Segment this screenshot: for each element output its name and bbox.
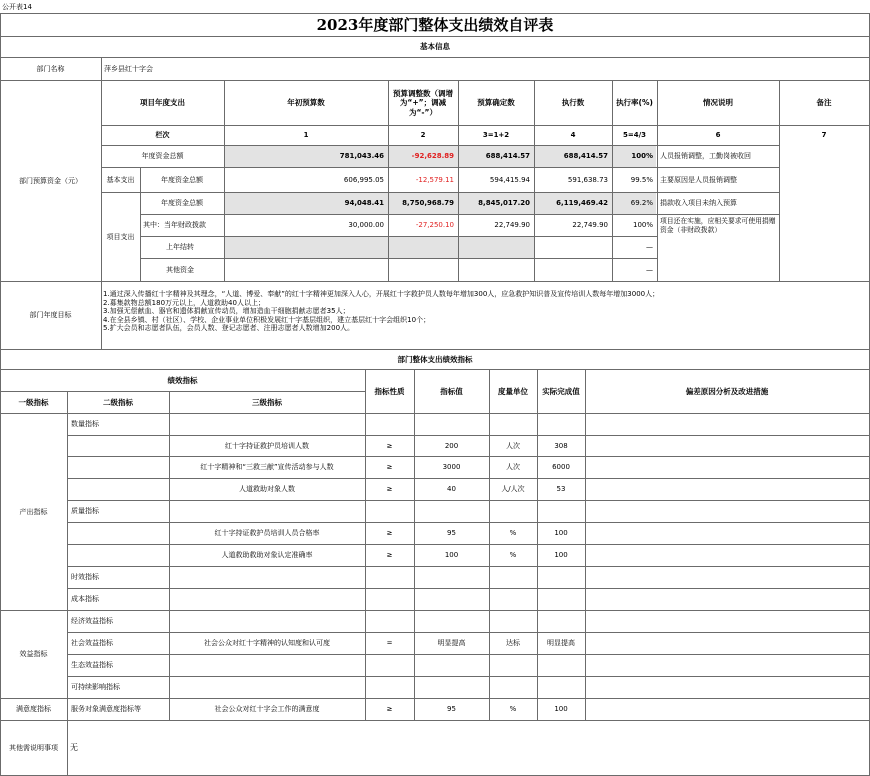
indicator-nature (365, 589, 414, 610)
project-total-initial: 94,048.41 (344, 199, 384, 208)
project-fiscal-rate: 100% (632, 221, 653, 230)
level3-indicator: 社会公众对红十字会工作的满意度 (214, 705, 320, 714)
col-index-5: 5=4/3 (622, 131, 647, 140)
indicator-value (414, 501, 489, 522)
indicator-value: 100 (444, 551, 459, 560)
indicator-value (414, 655, 489, 676)
col-exec: 执行数 (561, 98, 585, 108)
carryover-label: 上年结转 (166, 243, 194, 252)
level2-indicator (67, 545, 169, 566)
indicator-actual: 53 (556, 485, 566, 494)
level3-indicator: 社会公众对红十字精神的认知度和认可度 (204, 639, 330, 648)
other-funds-label: 其他资金 (166, 265, 194, 274)
indicator-nature: ≥ (386, 529, 393, 538)
dept-name-value: 萍乡县红十字会 (104, 64, 153, 73)
perf-actual-header: 实际完成值 (542, 386, 580, 396)
indicator-value: 3000 (442, 463, 461, 472)
perf-analysis-header: 偏差原因分析及改进措施 (685, 386, 769, 396)
col-explain: 情况说明 (703, 98, 733, 108)
carryover-rate: — (646, 243, 653, 252)
total-exec: 688,414.57 (563, 152, 608, 161)
total-adjust: -92,628.89 (411, 152, 454, 161)
perf-nature-header: 指标性质 (374, 386, 405, 396)
budget-funds-label: 部门预算资金（元） (19, 176, 82, 185)
annual-goal-line: 1.通过深入传播红十字精神及其理念，“人道、博爱、奉献”的红十字精神更加深入人心，开展红十字救护员人数每年增加300人，应急救护知识普及宣传培训人数每年增加3000人； (103, 290, 660, 298)
indicator-unit (489, 611, 537, 632)
output-indicators-label: 产出指标 (19, 507, 48, 516)
perf-indicators-header: 绩效指标 (167, 375, 198, 385)
indicator-value (414, 567, 489, 588)
col-index-6: 6 (715, 131, 721, 140)
indicator-unit: 人次 (506, 463, 520, 472)
indicator-unit: % (509, 551, 517, 560)
project-fiscal-final: 22,749.90 (494, 221, 530, 230)
level3-indicator (169, 589, 365, 610)
col-adjust: 预算调整数（调增为“+”；调减为“-”） (393, 88, 453, 117)
level2-indicator: 服务对象满意度指标等 (71, 705, 141, 714)
indicator-unit (489, 677, 537, 698)
section-perf-indicators: 部门整体支出绩效指标 (397, 354, 473, 364)
other-notes-label: 其他需说明事项 (9, 743, 58, 752)
col-final: 预算确定数 (477, 98, 515, 108)
annual-goal-line: 3.加强无偿献血、器官和遗体捐献宣传动员，增加造血干细胞捐献志愿者35人； (103, 307, 350, 316)
col-index-3: 3=1+2 (482, 131, 510, 140)
indicator-value: 95 (447, 705, 456, 714)
level2-indicator: 数量指标 (71, 420, 99, 429)
perf-level2-header: 二级指标 (103, 397, 133, 407)
indicator-actual (537, 501, 585, 522)
indicator-value (414, 589, 489, 610)
indicator-unit (489, 589, 537, 610)
annual-goal-label: 部门年度目标 (29, 311, 72, 320)
project-fiscal-initial: 30,000.00 (348, 221, 384, 230)
effect-indicators-label: 效益指标 (19, 650, 48, 659)
indicator-value: 95 (447, 529, 456, 538)
level3-indicator (169, 567, 365, 588)
level3-indicator: 红十字精神和“三救三献”宣传活动参与人数 (200, 463, 334, 472)
level3-indicator: 人道救助对象人数 (239, 485, 295, 494)
level2-indicator (67, 479, 169, 500)
project-fiscal-adjust: -27,250.10 (415, 221, 454, 230)
level3-indicator: 红十字持证救护员培训人数 (225, 441, 309, 450)
level3-indicator (169, 501, 365, 522)
level3-indicator (169, 655, 365, 676)
indicator-actual (537, 567, 585, 588)
indicator-actual: 6000 (552, 463, 570, 472)
basic-total-initial: 606,995.05 (343, 175, 384, 184)
col-index-1: 1 (303, 131, 309, 140)
indicator-value (414, 677, 489, 698)
indicator-nature (365, 567, 414, 588)
project-fiscal-explain: 项目还在实施，应相关要求可使用捐赠资金（非财政拨款） (660, 216, 776, 234)
col-index-2: 2 (420, 131, 426, 140)
project-total-rate: 69.2% (630, 199, 653, 208)
satisfaction-indicators-label: 满意度指标 (16, 705, 51, 714)
level2-indicator: 成本指标 (71, 595, 99, 604)
col-index-7: 7 (821, 131, 827, 140)
basic-total-exec: 591,638.73 (567, 175, 608, 184)
indicator-nature: ≥ (386, 441, 393, 450)
level2-indicator: 可持续影响指标 (71, 683, 120, 692)
level2-indicator (67, 523, 169, 544)
indicator-value: 40 (447, 485, 456, 494)
indicator-unit: 达标 (506, 639, 520, 648)
indicator-nature: = (386, 639, 393, 648)
indicator-nature: ≥ (386, 485, 393, 494)
basic-total-explain: 主要原因是人员报销调整 (660, 175, 737, 184)
project-total-final: 8,845,017.20 (478, 199, 530, 208)
perf-level3-header: 三级指标 (252, 397, 282, 407)
indicator-actual: 明显提高 (547, 639, 575, 648)
basic-total-rate: 99.5% (630, 175, 653, 184)
indicator-unit (489, 655, 537, 676)
other-funds-rate: — (646, 265, 653, 274)
project-group-label: 项目支出 (106, 232, 135, 241)
col-note: 备注 (816, 98, 832, 108)
level3-indicator: 人道救助救助对象认定准确率 (221, 551, 313, 560)
shade-carryover-row (224, 236, 534, 258)
indicator-actual: 100 (554, 551, 568, 560)
level2-indicator: 时效指标 (71, 573, 99, 582)
indicator-nature (365, 611, 414, 632)
other-notes-value: 无 (70, 743, 78, 752)
level3-indicator: 红十字持证救护员培训人员合格率 (214, 529, 320, 538)
basic-total-label: 年度资金总额 (161, 175, 203, 184)
annual-goal-line: 2.募集款物总额180万元以上，人道救助40人以上； (103, 298, 265, 307)
doc-tag: 公开表14 (2, 3, 32, 11)
total-label: 年度资金总额 (141, 152, 184, 161)
col-item: 项目年度支出 (140, 98, 185, 108)
page-title: 2023年度部门整体支出绩效自评表 (316, 15, 554, 34)
annual-goal-line: 5.扩大会员和志愿者队伍，会员人数、登记志愿者、注册志愿者人数增加200人。 (103, 324, 355, 333)
project-total-adjust: 8,750,968.79 (402, 199, 454, 208)
level3-indicator (169, 611, 365, 632)
col-rate: 执行率(%) (616, 98, 653, 108)
perf-level1-header: 一级指标 (18, 397, 49, 407)
indicator-actual: 308 (554, 441, 568, 450)
indicator-unit (489, 414, 537, 435)
total-explain: 人员报销调整，工勤岗被收回 (660, 152, 751, 161)
indicator-value (414, 611, 489, 632)
indicator-value: 200 (444, 441, 459, 450)
level2-indicator: 生态效益指标 (71, 661, 113, 670)
perf-unit-header: 度量单位 (498, 386, 528, 396)
basic-group-label: 基本支出 (106, 175, 135, 184)
level3-indicator (169, 414, 365, 435)
project-fiscal-label: 其中：当年财政拨款 (143, 221, 206, 230)
indicator-unit: 人次 (506, 441, 520, 450)
indicator-nature (365, 655, 414, 676)
total-final: 688,414.57 (485, 152, 530, 161)
level2-indicator (67, 436, 169, 456)
indicator-nature: ≥ (386, 463, 393, 472)
indicator-unit: 人/人次 (501, 485, 525, 494)
indicator-nature: ≥ (386, 551, 393, 560)
basic-total-adjust: -12,579.11 (415, 175, 454, 184)
total-rate: 100% (631, 152, 653, 161)
col-index-label: 栏次 (155, 131, 170, 140)
level2-indicator: 社会效益指标 (71, 639, 113, 648)
indicator-nature (365, 414, 414, 435)
col-initial: 年初预算数 (287, 98, 325, 108)
indicator-actual (537, 589, 585, 610)
perf-value-header: 指标值 (440, 386, 463, 396)
indicator-actual (537, 611, 585, 632)
indicator-unit: % (509, 529, 517, 538)
level2-indicator: 质量指标 (71, 507, 99, 516)
section-basic-info: 基本信息 (420, 42, 450, 52)
indicator-actual: 100 (554, 705, 568, 714)
indicator-nature: ≥ (386, 705, 393, 714)
indicator-actual (537, 655, 585, 676)
level3-indicator (169, 677, 365, 698)
project-total-explain: 捐款收入项目未纳入预算 (660, 199, 737, 208)
indicator-actual (537, 414, 585, 435)
project-total-exec: 6,119,469.42 (556, 199, 608, 208)
total-initial: 781,043.46 (339, 152, 384, 161)
project-total-label: 年度资金总额 (161, 199, 203, 208)
project-fiscal-exec: 22,749.90 (572, 221, 608, 230)
indicator-actual: 100 (554, 529, 568, 538)
indicator-nature (365, 677, 414, 698)
level2-indicator: 经济效益指标 (71, 617, 113, 626)
annual-goal-text (103, 290, 863, 333)
basic-total-final: 594,415.94 (489, 175, 530, 184)
indicator-unit: % (509, 705, 517, 714)
col-index-4: 4 (570, 131, 576, 140)
indicator-unit (489, 567, 537, 588)
indicator-unit (489, 501, 537, 522)
annual-goal-line: 4.在全县乡镇、村（社区）、学校、企业事业单位积极发展红十字基层组织，建立基层红十字会组织10个； (103, 315, 431, 324)
indicator-nature (365, 501, 414, 522)
indicator-value (414, 414, 489, 435)
dept-name-label: 部门名称 (36, 64, 65, 73)
indicator-value: 明显提高 (437, 639, 466, 648)
level2-indicator (67, 457, 169, 478)
indicator-actual (537, 677, 585, 698)
